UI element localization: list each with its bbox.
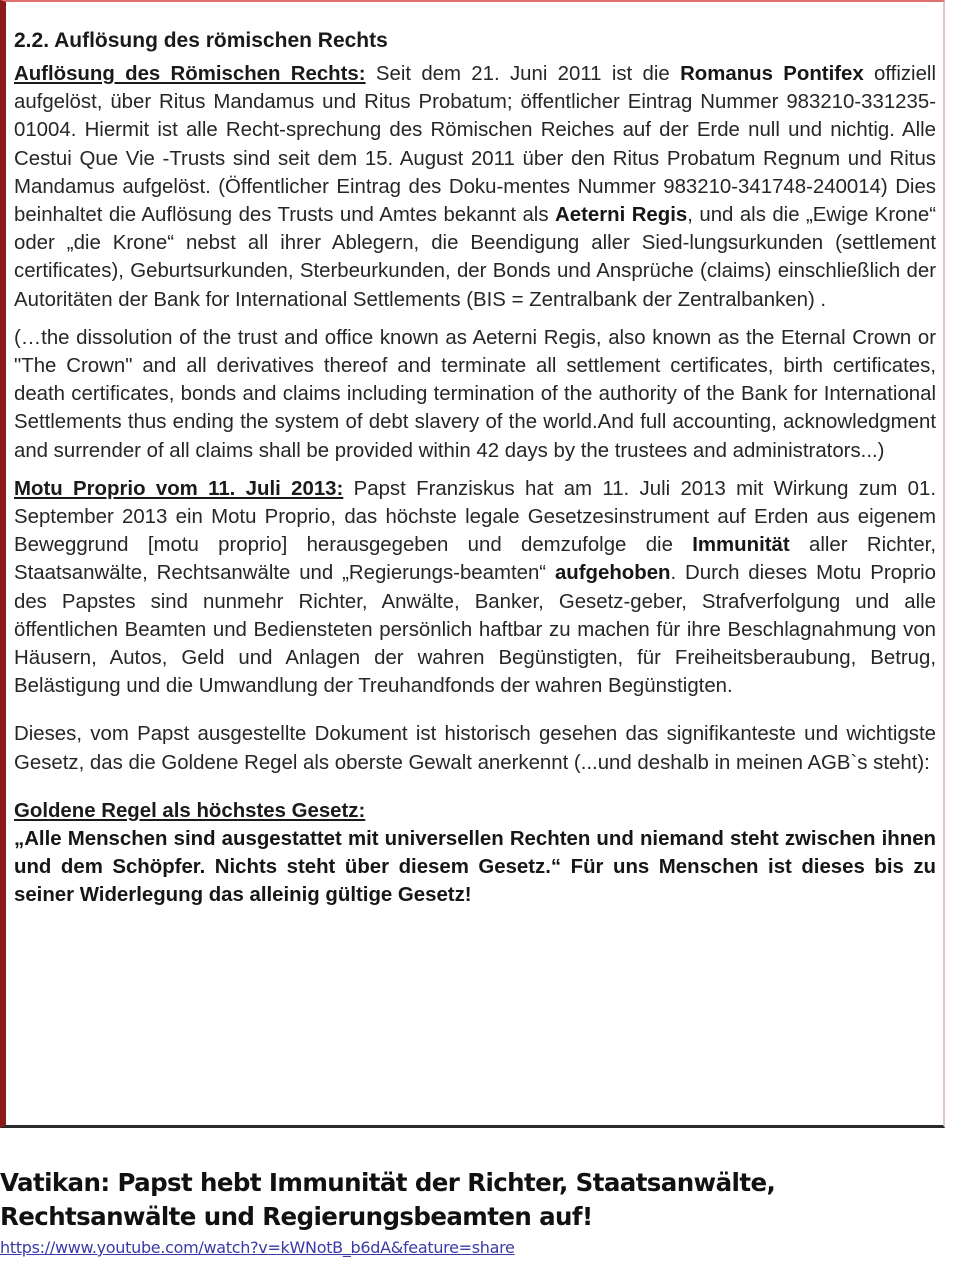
bold-term-romanus-pontifex: Romanus Pontifex xyxy=(680,63,864,85)
bold-term-aufgehoben: aufgehoben xyxy=(554,562,671,585)
paragraph-lead-goldene-regel: Goldene Regel als höchstes Gesetz: xyxy=(14,799,366,822)
paragraph-goldene-regel xyxy=(14,797,936,910)
bold-term-aeterni-regis: Aeterni Regis xyxy=(555,204,688,227)
youtube-link[interactable]: https://www.youtube.com/watch?v=kWNotB_b6dA&feature=share xyxy=(0,1238,515,1257)
paragraph-text: Papst Franziskus hat am 11. Juli 2013 mit Wirkung zum 01. September 2013 ein Motu Proprio, das höchste legale Gesetzesinstrument auf Erden aus eigenem Beweggrund [motu proprio] herausgegeben und demzufolge die xyxy=(14,477,936,557)
paragraph-text: Seit dem 21. Juni 2011 ist die xyxy=(365,63,681,85)
golden-rule-quote: „Alle Menschen sind ausgestattet mit universellen Rechten und niemand steht zwischen ihnen und dem Schöpfer. Nichts steht über diesem Gesetz.“ Für uns Menschen ist dieses bis zu seiner Widerlegung das alleinig gültige Gesetz! xyxy=(14,828,936,907)
caption-headline: Vatikan: Papst hebt Immunität der Richter, Staatsanwälte, Rechtsanwälte und Regierungsbeamten auf! xyxy=(0,1168,776,1231)
bold-term-immunitaet: Immunität xyxy=(692,534,790,557)
paragraph-lead-aufloesung: Auflösung des Römischen Rechts: xyxy=(14,63,366,85)
paragraph-text: offiziell aufgelöst, über Ritus Mandamus und Ritus Probatum; öffentlicher Eintrag Nummer 983210-331235-01004. Hiermit ist alle Recht-sprechung des Römischen Reiches auf der Erde null und nichtig. Alle Cestui Que Vie -Trusts sind seit dem 15. August 2011 über den Ritus Probatum Regnum und Ritus Mandamus aufgelöst. (Öffentlicher Eintrag des Doku-mentes Nummer 983210-341748-240014) Dies beinhaltet die Auflösung des Trusts und Amtes bekannt als xyxy=(14,63,936,227)
paragraph-english-quote: (…the dissolution of the trust and office known as Aeterni Regis, also known as the Eternal Crown or "The Crown" and all derivatives thereof and terminate all settlement certificates, birth certificates, death certificates, bonds and claims including termination of the authority of the Bank for International Settlements thus ending the system of debt slavery of the world.And full accounting, acknowledgment and surrender of all claims shall be provided within 42 days by the trustees and administrators...) xyxy=(14,326,936,462)
paragraph-text: . Durch dieses Motu Proprio des Papstes sind nunmehr Richter, Anwälte, Banker, Gesetz-geber, Strafverfolgung und alle öffentlichen Beamten und Bediensteten persönlich haftbar zu machen für ihre Beschlagnahmung von Häusern, Autos, Geld und Anlagen der wahren Begünstigten, für Freiheitsberaubung, Betrug, Belästigung und die Umwandlung der Treuhandfonds der wahren Begünstigten. xyxy=(14,562,936,698)
paragraph-dokument: Dieses, vom Papst ausgestellte Dokument ist historisch gesehen das signifikanteste und wichtigste Gesetz, das die Goldene Regel als oberste Gewalt anerkennt (...und deshalb in meinen AGB`s steht): xyxy=(14,723,936,774)
paragraph-motu-proprio xyxy=(14,475,936,701)
paragraph-lead-motu-proprio: Motu Proprio vom 11. Juli 2013: xyxy=(14,477,344,500)
paragraph-aufloesung xyxy=(14,60,936,314)
paragraph-text: , und als die „Ewige Krone“ oder „die Krone“ nebst all ihrer Ablegern, die Beendigung aller Sied-lungsurkunden (settlement certificates), Geburtsurkunden, Sterbeurkunden, der Bonds und Ansprüche (claims) einschließlich der Autoritäten der Bank for International Settlements (BIS = Zentralbank der Zentralbanken) . xyxy=(14,204,936,311)
paragraph-text: aller Richter, Staatsanwälte, Rechtsanwälte und „Regierungs-beamten“ xyxy=(14,534,936,585)
document-body xyxy=(14,28,936,910)
section-title: 2.2. Auflösung des römischen Rechts xyxy=(14,29,388,52)
